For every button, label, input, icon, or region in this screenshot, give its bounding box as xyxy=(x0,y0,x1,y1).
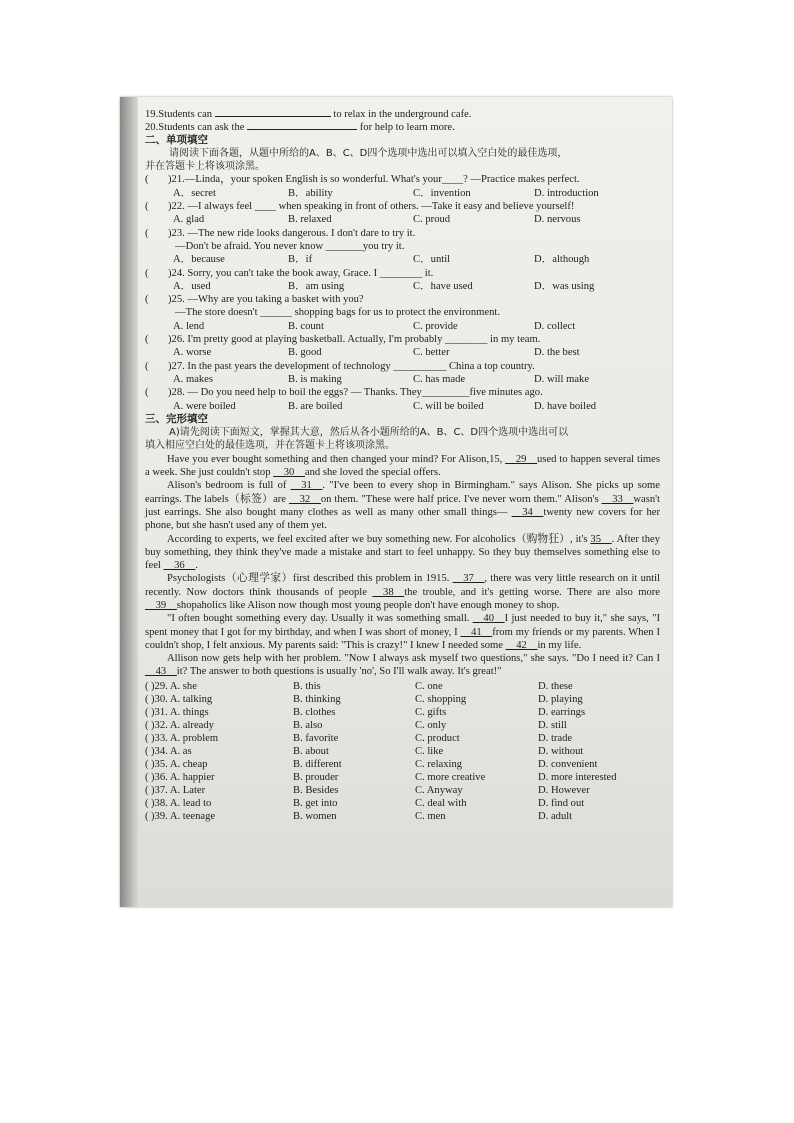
cloze-option-a: )38. A. lead to xyxy=(151,797,212,809)
question-stem: )21.—Linda，your spoken English is so wonderful. What's your____? —Practice makes perfect. xyxy=(168,174,580,186)
blank-40: __40__ xyxy=(472,613,505,625)
cloze-option-b: B. prouder xyxy=(293,771,339,783)
answer-paren: ( xyxy=(145,267,149,279)
cloze-paragraph-6: Allison now gets help with her problem. "Now I always ask myself two questions," she says. "Do I need it? Can I __43__it? The answer to both questions is usually 'no', So I'll walk away. It's great!" xyxy=(145,653,660,678)
question-stem: )27. In the past years the development of technology __________ China a top country. xyxy=(168,360,535,372)
cloze-option-b: B. get into xyxy=(293,797,338,809)
option-row xyxy=(145,373,660,386)
option-row xyxy=(145,346,660,359)
question-row xyxy=(145,267,660,280)
cloze-paragraph-3: According to experts, we feel excited after we buy something new. For alcoholics（购物狂）, it's 35__. After they buy something, they think they've made a mistake and start to feel unhappy. So they buy themselves something else to feel __36__. xyxy=(145,533,660,572)
blank-37: __37__ xyxy=(452,573,485,585)
cloze-paragraph-2: Alison's bedroom is full of __31__. "I've been to every shop in Birmingham." says Alison. She picks up some earrings. The labels（标签）are __32__on them. "These were half price. I've never worn them." Alison's __33__wasn't just earrings. She also bought many clothes as well as many other small things— __34__twenty new covers for her phone, but she hasn't used any of them yet. xyxy=(145,480,661,532)
option-c: C. better xyxy=(413,347,450,359)
cloze-option-paren: ( xyxy=(145,784,149,796)
cloze-option-b: B. different xyxy=(293,758,342,770)
cloze-option-b: B. this xyxy=(293,680,321,692)
section2-title: 二、单项填空 xyxy=(145,133,208,146)
cloze-option-paren: ( xyxy=(145,810,149,822)
cloze-option-a: )31. A. things xyxy=(151,706,209,718)
option-b: B. are boiled xyxy=(288,400,343,412)
cloze-option-paren: ( xyxy=(145,732,149,744)
blank-38: __38__ xyxy=(372,586,405,598)
cloze-choice-row xyxy=(145,693,660,706)
cloze-option-paren: ( xyxy=(145,758,149,770)
question-stem-line-2: —The store doesn't ______ shopping bags for us to protect the environment. xyxy=(175,307,500,319)
page-shadow xyxy=(120,97,138,907)
cloze-paragraph-5: "I often bought something every day. Usually it was something small. __40__I just needed to buy it," she says, "I spent money that I got for my birthday, and when I was short of money, I __41__from my friends or my parents. When I couldn't shop, I felt anxious. My parents said: "This is crazy!" I knew I needed some __42__in my life. xyxy=(145,613,661,651)
cloze-option-a: )33. A. problem xyxy=(151,732,219,744)
section3-instruction-2: 填入相应空白处的最佳选项，并在答题卡上将该项涂黑。 xyxy=(145,440,395,452)
section2-instruction-1: 请阅读下面各题，从题中所给的A、B、C、D四个选项中选出可以填入空白处的最佳选项， xyxy=(169,147,568,159)
section3-instruction-1: A)请先阅读下面短文，掌握其大意，然后从各小题所给的A、B、C、D四个选项中选出可以 xyxy=(169,427,569,439)
section2-instruction-2: 并在答题卡上将该项涂黑。 xyxy=(145,161,265,173)
option-c: C．invention xyxy=(413,187,471,199)
answer-paren: ( xyxy=(145,201,149,213)
option-c: C．have used xyxy=(413,280,473,292)
option-c: C．until xyxy=(413,254,451,266)
answer-paren: ( xyxy=(145,334,149,346)
cloze-choice-row xyxy=(145,758,660,771)
q19-blank xyxy=(215,107,331,117)
section3-title: 三、完形填空 xyxy=(145,412,208,425)
option-a: A．used xyxy=(173,280,211,292)
blank-29: __29__ xyxy=(505,453,538,465)
option-row xyxy=(145,320,660,333)
exam-sheet-photo xyxy=(120,97,672,907)
question-row xyxy=(145,386,660,399)
q19-row xyxy=(145,107,660,120)
question-row xyxy=(145,227,660,240)
answer-paren: ( xyxy=(145,174,149,186)
cloze-option-a: )30. A. talking xyxy=(151,693,213,705)
option-c: C. provide xyxy=(413,320,458,332)
blank-39: __39__ xyxy=(145,599,177,611)
cloze-option-d: D. earrings xyxy=(538,706,586,718)
q20-label: 20.Students can ask the xyxy=(145,122,245,134)
cloze-option-c: C. men xyxy=(415,810,446,822)
option-d: D. the best xyxy=(534,347,580,359)
cloze-option-a: )34. A. as xyxy=(151,745,192,757)
cloze-option-d: D. playing xyxy=(538,693,583,705)
question-stem: )25. —Why are you taking a basket with you? xyxy=(168,294,364,306)
cloze-option-d: D. still xyxy=(538,719,567,731)
blank-36: __36__ xyxy=(163,560,196,572)
cloze-option-c: C. product xyxy=(415,732,460,744)
option-b: B. is making xyxy=(288,373,342,385)
cloze-option-c: C. gifts xyxy=(415,706,447,718)
option-b: B. count xyxy=(288,320,324,332)
cloze-option-c: C. one xyxy=(415,680,443,692)
answer-paren: ( xyxy=(145,294,149,306)
option-b: B．am using xyxy=(288,280,345,292)
question-row xyxy=(145,293,660,306)
cloze-option-d: D. without xyxy=(538,745,584,757)
cloze-paragraph-4: Psychologists（心理学家）first described this problem in 1915. __37__, there was very little research on it until recently. Now doctors think thousands of people __38__the trouble, and it's getting worse. There are also more __39__shopaholics like Alison now though most young people don't have enough money to shop. xyxy=(145,573,660,611)
option-b: B．if xyxy=(288,254,313,266)
option-a: A. were boiled xyxy=(173,400,236,412)
cloze-option-b: B. women xyxy=(293,810,337,822)
cloze-option-d: D. trade xyxy=(538,732,573,744)
answer-paren: ( xyxy=(145,227,149,239)
cloze-choice-row xyxy=(145,771,660,784)
blank-42: __42__ xyxy=(505,639,538,651)
cloze-choice-row xyxy=(145,784,660,797)
option-b: B. good xyxy=(288,347,322,359)
option-row xyxy=(145,280,660,293)
option-d: D. introduction xyxy=(534,187,599,199)
blank-31: __31__ xyxy=(290,480,323,492)
cloze-option-c: C. Anyway xyxy=(415,784,463,796)
cloze-paragraph-1: Have you ever bought something and then changed your mind? For Alison,15, __29__used to happen several times a week. She just couldn't stop __30__and she loved the special offers. xyxy=(145,453,660,479)
blank-32: __32__ xyxy=(289,493,321,505)
q20-row xyxy=(145,120,660,133)
option-a: A. glad xyxy=(173,214,205,226)
option-d: D．although xyxy=(534,254,590,266)
cloze-option-a: )32. A. already xyxy=(151,719,214,731)
q20-text: for help to learn more. xyxy=(359,122,455,134)
cloze-option-a: )35. A. cheap xyxy=(151,758,208,770)
option-a: A. lend xyxy=(173,320,205,332)
option-row xyxy=(145,253,660,266)
question-stem: )28. — Do you need help to boil the eggs? — Thanks. They_________five minutes ago. xyxy=(168,387,543,399)
cloze-option-c: C. deal with xyxy=(415,797,467,809)
answer-paren: ( xyxy=(145,360,149,372)
question-stem: )24. Sorry, you can't take the book away, Grace. I ________ it. xyxy=(168,267,434,279)
option-row xyxy=(145,400,660,413)
cloze-option-c: C. like xyxy=(415,745,444,757)
option-row xyxy=(145,187,660,200)
cloze-option-paren: ( xyxy=(145,719,149,731)
cloze-option-paren: ( xyxy=(145,771,149,783)
question-row xyxy=(145,360,660,373)
cloze-choice-row xyxy=(145,745,660,758)
cloze-option-d: D. adult xyxy=(538,810,573,822)
blank-35: 35__ xyxy=(590,533,612,545)
question-stem-continued xyxy=(145,306,660,319)
multiple-choice-list xyxy=(145,173,660,412)
cloze-option-paren: ( xyxy=(145,745,149,757)
option-d: D. have boiled xyxy=(534,400,597,412)
cloze-option-c: C. shopping xyxy=(415,693,467,705)
cloze-choice-row xyxy=(145,732,660,745)
cloze-option-paren: ( xyxy=(145,693,149,705)
cloze-option-a: )37. A. Later xyxy=(151,784,206,796)
question-stem: )26. I'm pretty good at playing basketball. Actually, I'm probably ________ in my team. xyxy=(168,334,541,346)
cloze-option-c: C. relaxing xyxy=(415,758,463,770)
cloze-option-a: )36. A. happier xyxy=(151,771,215,783)
blank-41: __41__ xyxy=(460,626,493,638)
question-stem-line-2: —Don't be afraid. You never know _______you try it. xyxy=(175,240,405,252)
cloze-option-d: D. However xyxy=(538,784,590,796)
option-a: A. worse xyxy=(173,347,212,359)
option-b: B．ability xyxy=(288,187,333,199)
option-a: A. makes xyxy=(173,373,214,385)
cloze-option-paren: ( xyxy=(145,797,149,809)
question-stem: )23. —The new ride looks dangerous. I don't dare to try it. xyxy=(168,227,416,239)
blank-33: __33__ xyxy=(601,493,634,505)
cloze-option-c: C. more creative xyxy=(415,771,486,783)
cloze-option-a: )29. A. she xyxy=(151,680,197,692)
cloze-option-d: D. convenient xyxy=(538,758,598,770)
option-c: C. proud xyxy=(413,214,451,226)
option-d: D. nervous xyxy=(534,214,581,226)
cloze-option-d: D. these xyxy=(538,680,573,692)
option-c: C. will be boiled xyxy=(413,400,484,412)
cloze-option-b: B. Besides xyxy=(293,784,339,796)
cloze-option-paren: ( xyxy=(145,706,149,718)
question-row xyxy=(145,173,660,186)
option-d: D．was using xyxy=(534,280,595,292)
cloze-option-c: C. only xyxy=(415,719,447,731)
cloze-choice-row xyxy=(145,810,660,823)
blank-30: __30__ xyxy=(273,467,305,479)
cloze-option-b: B. about xyxy=(293,745,329,757)
cloze-option-b: B. thinking xyxy=(293,693,341,705)
question-stem-continued xyxy=(145,240,660,253)
question-row xyxy=(145,333,660,346)
q19-text: to relax in the underground cafe. xyxy=(333,109,472,120)
option-row xyxy=(145,213,660,226)
cloze-option-b: B. favorite xyxy=(293,732,339,744)
option-c: C. has made xyxy=(413,373,466,385)
question-row xyxy=(145,200,660,213)
option-d: D. collect xyxy=(534,320,576,332)
cloze-option-b: B. also xyxy=(293,719,323,731)
cloze-choice-row xyxy=(145,797,660,810)
cloze-option-d: D. more interested xyxy=(538,771,617,783)
cloze-option-b: B. clothes xyxy=(293,706,336,718)
cloze-option-d: D. find out xyxy=(538,797,585,809)
q19-label: 19.Students can xyxy=(145,109,213,120)
exam-content xyxy=(145,107,660,823)
blank-34: __34__ xyxy=(511,506,544,518)
option-b: B. relaxed xyxy=(288,214,332,226)
cloze-option-paren: ( xyxy=(145,680,149,692)
cloze-choice-row xyxy=(145,706,660,719)
option-a: A．because xyxy=(173,254,225,266)
answer-paren: ( xyxy=(145,387,149,399)
question-stem: )22. —I always feel ____ when speaking in front of others. —Take it easy and believe yourself! xyxy=(168,201,575,213)
cloze-option-a: )39. A. teenage xyxy=(151,810,216,822)
cloze-choice-row xyxy=(145,680,660,693)
blank-43: __43__ xyxy=(145,666,177,678)
option-d: D. will make xyxy=(534,373,590,385)
option-a: A．secret xyxy=(173,187,216,199)
cloze-choice-table xyxy=(145,680,660,823)
q20-blank xyxy=(247,120,357,130)
cloze-choice-row xyxy=(145,719,660,732)
